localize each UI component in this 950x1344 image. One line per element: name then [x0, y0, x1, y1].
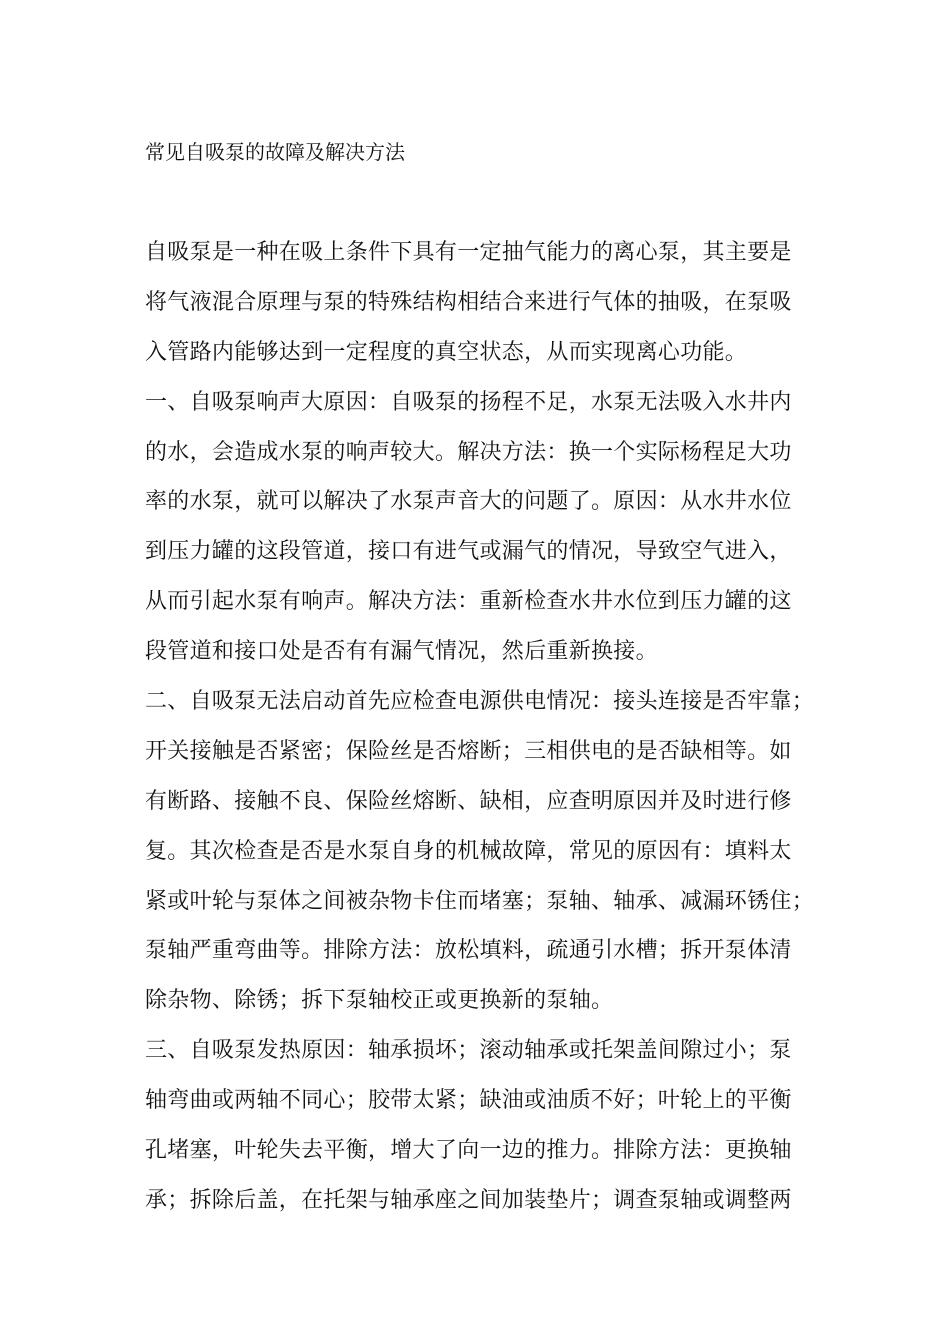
document-title: 常见自吸泵的故障及解决方法 [145, 140, 405, 164]
body-line: 有断路、接触不良、保险丝熔断、缺相，应查明原因并及时进行修 [145, 788, 792, 814]
document-body [145, 228, 825, 1226]
body-line: 二、自吸泵无法启动首先应检查电源供电情况：接头连接是否牢靠； [145, 689, 815, 715]
body-line: 孔堵塞，叶轮失去平衡，增大了向一边的推力。排除方法：更换轴 [145, 1138, 792, 1164]
body-line: 紧或叶轮与泵体之间被杂物卡住而堵塞；泵轴、轴承、减漏环锈住； [145, 888, 815, 914]
body-line: 段管道和接口处是否有有漏气情况，然后重新换接。 [145, 639, 658, 665]
body-line: 自吸泵是一种在吸上条件下具有一定抽气能力的离心泵，其主要是 [145, 240, 792, 265]
body-line: 三、自吸泵发热原因：轴承损坏；滚动轴承或托架盖间隙过小；泵 [145, 1038, 792, 1064]
body-line: 从而引起水泵有响声。解决方法：重新检查水井水位到压力罐的这 [145, 589, 792, 615]
body-line: 入管路内能够达到一定程度的真空状态，从而实现离心功能。 [145, 339, 748, 365]
body-line: 除杂物、除锈；拆下泵轴校正或更换新的泵轴。 [145, 988, 614, 1014]
body-line: 率的水泵，就可以解决了水泵声音大的问题了。原因：从水井水位 [145, 489, 792, 515]
body-line: 轴弯曲或两轴不同心；胶带太紧；缺油或油质不好；叶轮上的平衡 [145, 1088, 792, 1114]
body-line: 将气液混合原理与泵的特殊结构相结合来进行气体的抽吸，在泵吸 [145, 289, 792, 315]
body-line: 的水，会造成水泵的响声较大。解决方法：换一个实际杨程足大功 [145, 439, 792, 465]
body-line: 开关接触是否紧密；保险丝是否熔断；三相供电的是否缺相等。如 [145, 738, 792, 764]
body-line: 一、自吸泵响声大原因：自吸泵的扬程不足，水泵无法吸入水井内 [145, 389, 792, 415]
body-line: 承；拆除后盖，在托架与轴承座之间加装垫片；调查泵轴或调整两 [145, 1187, 792, 1213]
body-line: 到压力罐的这段管道，接口有进气或漏气的情况，导致空气进入， [145, 539, 792, 565]
body-line: 泵轴严重弯曲等。排除方法：放松填料，疏通引水槽；拆开泵体清 [145, 938, 792, 964]
body-line: 复。其次检查是否是水泵自身的机械故障，常见的原因有：填料太 [145, 838, 792, 864]
